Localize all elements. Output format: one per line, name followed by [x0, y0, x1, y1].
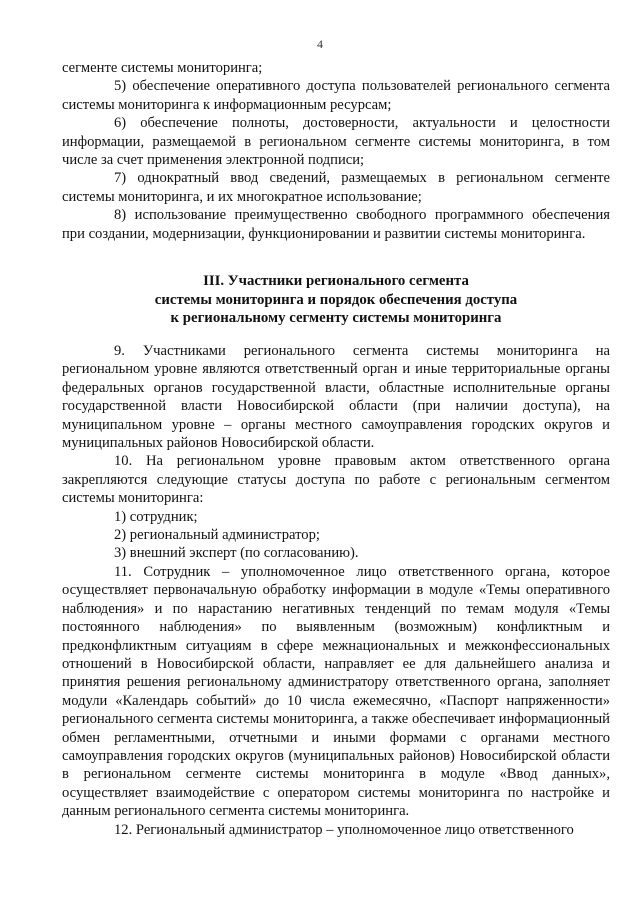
clause-12: 12. Региональный администратор – уполномоченное лицо ответственного [114, 821, 574, 838]
bottom-text-block [62, 342, 610, 839]
clause-11: 11. Сотрудник – уполномоченное лицо ответственного органа, которое осуществляет первоначальную обработку информации в модуле «Темы оперативного наблюдения» и по нарастанию негативных тенденций по темам модуля «Темы постоянного наблюдения» по выявленным (возможным) конфликтным и предконфликтным ситуациям в сфере межнациональных и межконфессиональных отношений в Новосибирской области, направляет ее для дальнейшего анализа и принятия решения региональному администратору ответственного органа, заполняет модули «Календарь событий» до 10 числа ежемесячно, «Паспорт напряженности» регионального сегмента системы мониторинга, а также обеспечивает информационный обмен регламентными, отчетными и иными формами с органами местного самоуправления городских округов (муниципальных районов) Новосибирской области в региональном сегменте системы мониторинга в модуле «Ввод данных», осуществляет взаимодействие с оператором системы мониторинга по настройке и данным регионального сегмента системы мониторинга. [62, 563, 610, 820]
clause-9: 9. Участниками регионального сегмента системы мониторинга на региональном уровне являются ответственный орган и иные территориальные органы федеральных органов государственной власти, областные исполнительные органы государственной власти Новосибирской области (при наличии доступа), на муниципальном уровне – органы местного самоуправления городских округов и муниципальных районов Новосибирской области. [62, 343, 610, 452]
section-heading-line-1: III. Участники регионального сегмента [203, 273, 469, 289]
list-item-5: 5) обеспечение оперативного доступа пользователей регионального сегмента системы мониторинга к информационным ресурсам; [62, 78, 610, 113]
list-item-8: 8) использование преимущественно свободного программного обеспечения при создании, модернизации, функционировании и развитии системы мониторинга. [62, 207, 610, 242]
paragraph-continuation: сегменте системы мониторинга; [62, 60, 263, 76]
status-item-1: 1) сотрудник; [114, 508, 198, 525]
status-item-2: 2) региональный администратор; [114, 527, 320, 544]
top-text-block [62, 59, 610, 243]
page-number: 4 [317, 37, 323, 51]
list-item-7: 7) однократный ввод сведений, размещаемых в региональном сегменте системы мониторинга, и их многократное использование; [62, 170, 610, 205]
section-heading-line-3: к региональному сегменту системы мониторинга [170, 310, 502, 327]
section-heading [62, 272, 610, 328]
list-item-6: 6) обеспечение полноты, достоверности, актуальности и целостности информации, размещаемой в региональном сегменте системы мониторинга, в том числе за счет применения электронной подписи; [62, 115, 610, 169]
status-item-3: 3) внешний эксперт (по согласованию). [114, 545, 359, 562]
section-heading-line-2: системы мониторинга и порядок обеспечения доступа [154, 291, 518, 308]
clause-10: 10. На региональном уровне правовым актом ответственного органа закрепляются следующие статусы доступа по работе с региональным сегментом системы мониторинга: [62, 453, 610, 507]
